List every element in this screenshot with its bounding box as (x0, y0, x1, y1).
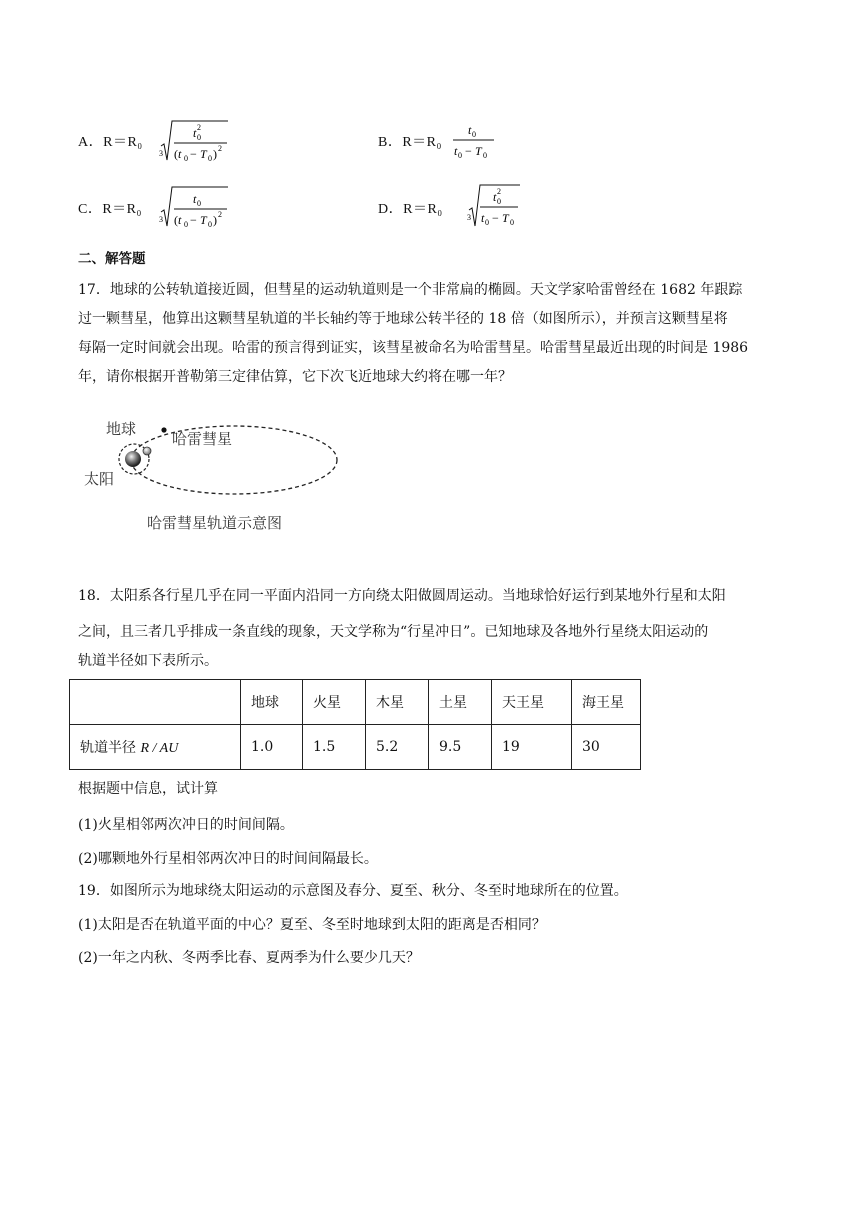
svg-text:0: 0 (208, 154, 212, 163)
q17-line-3: 每隔一定时间就会出现。哈雷的预言得到证实，该彗星被命名为哈雷彗星。哈雷彗星最近出现的时间是 1986 (78, 340, 749, 356)
svg-text:0: 0 (483, 151, 487, 160)
svg-text:2: 2 (197, 123, 201, 132)
svg-text:0: 0 (197, 199, 201, 208)
diagram-caption: 哈雷彗星轨道示意图 (147, 514, 283, 532)
svg-text:0: 0 (184, 154, 188, 163)
section-title: 二、解答题 (78, 251, 146, 267)
svg-text:2: 2 (218, 210, 222, 219)
svg-text:0: 0 (472, 130, 476, 139)
q18-line-1: 18．太阳系各行星几乎在同一平面内沿同一方向绕太阳做圆周运动。当地球恰好运行到某地外行星和太阳 (78, 588, 726, 604)
sun-label: 太阳 (84, 470, 115, 488)
svg-text:0: 0 (184, 220, 188, 229)
table-header-row (70, 680, 641, 725)
table-header-cell: 地球 (241, 680, 303, 725)
svg-text:t: t (481, 211, 485, 225)
table-header-cell: 土星 (429, 680, 492, 725)
svg-text:3: 3 (467, 213, 471, 222)
option-c-label: C．R＝R₀ (78, 202, 142, 217)
table-cell: 9.5 (429, 725, 492, 770)
table-header-cell: 天王星 (492, 680, 572, 725)
table-row-label: 轨道半径 R / AU (70, 725, 241, 770)
comet-icon (161, 427, 166, 432)
svg-text:t: t (493, 190, 497, 204)
table-row (70, 725, 641, 770)
svg-text:t: t (193, 126, 197, 140)
comet-orbit (131, 426, 337, 494)
q18-line-2: 之间，且三者几乎排成一条直线的现象，天文学称为“行星冲日”。已知地球及各地外行星绕太阳运动的 (78, 624, 709, 640)
svg-text:(t: (t (174, 213, 182, 227)
option-c-formula (158, 182, 238, 236)
svg-text:): ) (213, 147, 217, 161)
q17-line-1: 17．地球的公转轨道接近圆，但彗星的运动轨道则是一个非常扁的椭圆。天文学家哈雷曾经在 1682 年跟踪 (78, 282, 743, 298)
option-a-label: A．R＝R₀ (78, 135, 143, 150)
q18-sub-1: (1)火星相邻两次冲日的时间间隔。 (78, 817, 294, 833)
svg-text:T: T (475, 144, 482, 158)
option-a-formula (158, 116, 238, 170)
earth-label: 地球 (106, 420, 137, 438)
svg-text:0: 0 (497, 197, 501, 206)
table-header-cell: 海王星 (572, 680, 641, 725)
svg-text:t: t (468, 123, 472, 137)
table-cell: 19 (492, 725, 572, 770)
svg-text:0: 0 (208, 220, 212, 229)
svg-text:3: 3 (159, 149, 163, 158)
svg-text:0: 0 (510, 218, 514, 227)
q17-line-2: 过一颗彗星，他算出这颗彗星轨道的半长轴约等于地球公转半径的 18 倍（如图所示），并预言这颗彗星将 (78, 311, 728, 327)
svg-text:0: 0 (485, 218, 489, 227)
table-cell: 5.2 (366, 725, 429, 770)
svg-text:0: 0 (197, 133, 201, 142)
earth-icon (143, 447, 151, 455)
table-cell: 30 (572, 725, 641, 770)
orbit-radius-table (69, 679, 641, 770)
table-header-cell (70, 680, 241, 725)
svg-text:t: t (454, 144, 458, 158)
svg-text:−: − (190, 147, 197, 161)
svg-text:2: 2 (497, 187, 501, 196)
halley-orbit-diagram (84, 418, 354, 547)
q18-after-text: 根据题中信息，试计算 (78, 781, 218, 797)
svg-text:−: − (190, 213, 197, 227)
svg-text:3: 3 (159, 215, 163, 224)
svg-text:(t: (t (174, 147, 182, 161)
svg-text:T: T (200, 147, 207, 161)
table-cell: 1.5 (303, 725, 366, 770)
q19-sub-1: (1)太阳是否在轨道平面的中心？夏至、冬至时地球到太阳的距离是否相同？ (78, 917, 546, 933)
svg-text:−: − (492, 211, 499, 225)
comet-label: 哈雷彗星 (172, 430, 233, 448)
q19-line-1: 19．如图所示为地球绕太阳运动的示意图及春分、夏至、秋分、冬至时地球所在的位置。 (78, 883, 628, 899)
svg-text:2: 2 (218, 144, 222, 153)
option-b-label: B．R＝R₀ (378, 135, 442, 150)
svg-text:): ) (213, 213, 217, 227)
q18-line-3: 轨道半径如下表所示。 (78, 653, 218, 669)
sun-icon (125, 451, 141, 467)
q19-sub-2: (2)一年之内秋、冬两季比春、夏两季为什么要少几天？ (78, 950, 420, 966)
q18-sub-2: (2)哪颗地外行星相邻两次冲日的时间间隔最长。 (78, 851, 378, 867)
svg-text:T: T (502, 211, 509, 225)
table-header-cell: 木星 (366, 680, 429, 725)
svg-text:−: − (465, 144, 472, 158)
svg-text:T: T (200, 213, 207, 227)
q17-line-4: 年，请你根据开普勒第三定律估算，它下次飞近地球大约将在哪一年？ (78, 369, 512, 385)
option-b-formula (450, 118, 510, 166)
table-header-cell: 火星 (303, 680, 366, 725)
option-d-label: D．R＝R₀ (378, 202, 443, 217)
svg-text:t: t (193, 192, 197, 206)
option-d-formula (466, 180, 532, 234)
svg-text:0: 0 (458, 151, 462, 160)
table-cell: 1.0 (241, 725, 303, 770)
